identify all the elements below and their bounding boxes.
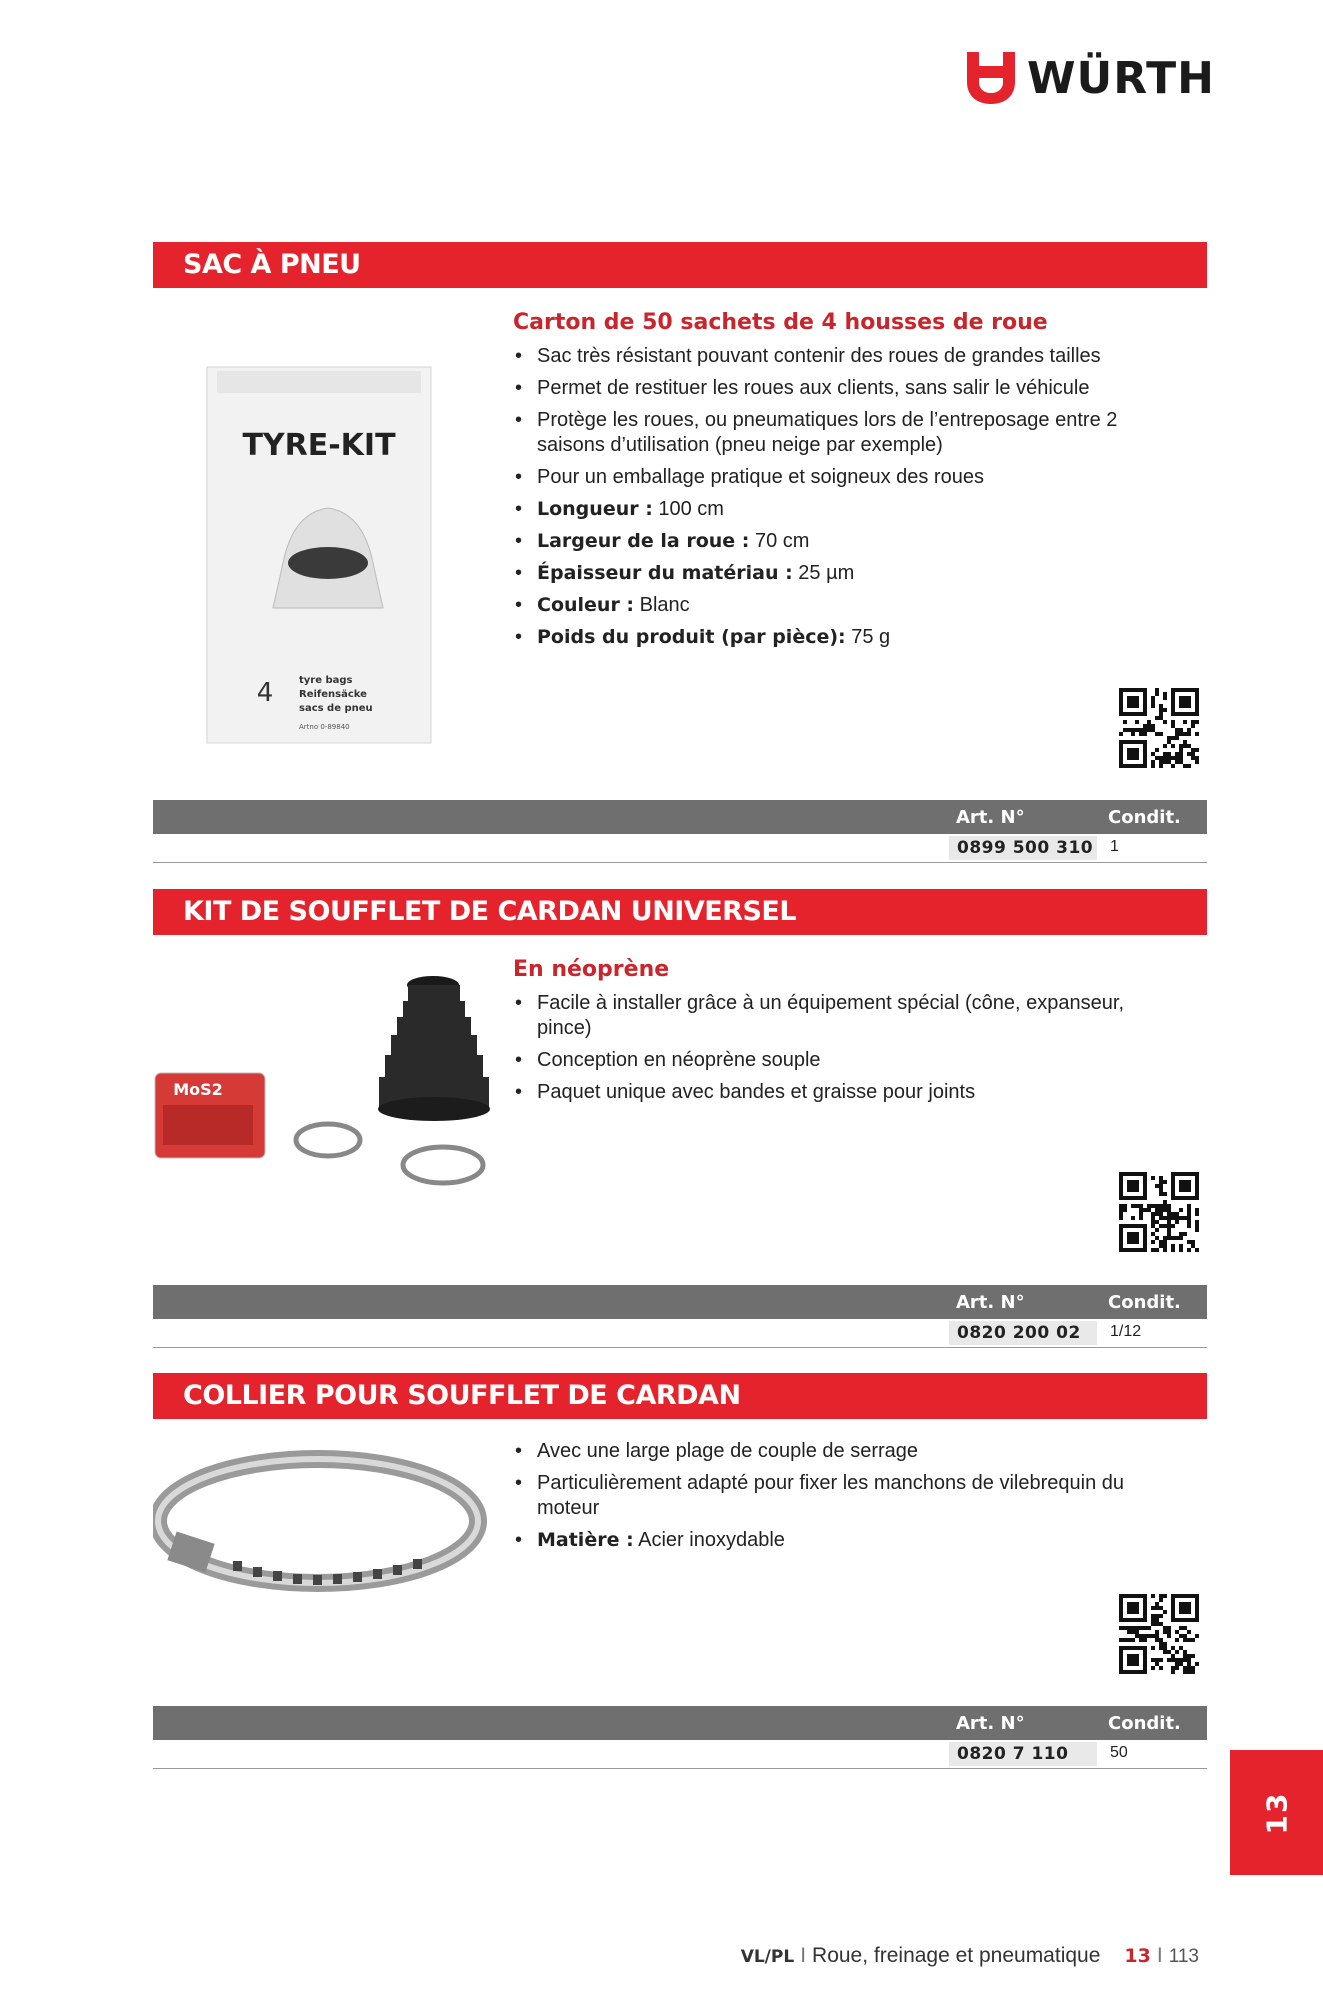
article-number: 0820 200 02 (949, 1321, 1097, 1345)
product-section-clamp (153, 1373, 1207, 1789)
feature-item: • Pour un emballage pratique et soigneux des roues (513, 465, 1163, 490)
qr-code-icon[interactable] (1119, 1172, 1199, 1252)
feature-item: • Sac très résistant pouvant contenir des roues de grandes tailles (513, 344, 1163, 369)
spec-item (513, 561, 1163, 586)
spec-item (513, 529, 1163, 554)
tyre-kit-title: TYRE-KIT (242, 428, 396, 463)
spec-label: Couleur : (537, 594, 635, 616)
spec-value: Blanc (639, 594, 690, 616)
article-table-row (153, 834, 1207, 863)
feature-item: • Protège les roues, ou pneumatiques lors de l’entreposage entre 2 saisons d’utilisation (pneu neige par exemple) (513, 408, 1163, 458)
article-condit: 1 (1110, 838, 1119, 855)
art-no-header: Art. N° (956, 1292, 1025, 1313)
footer-category: VL/PL (740, 1947, 795, 1967)
art-no-header: Art. N° (956, 1713, 1025, 1734)
product-section-cv-boot-kit (153, 889, 1207, 1355)
spec-item (513, 1528, 1163, 1553)
tyre-kit-product-image (203, 363, 435, 748)
article-table-header (153, 1285, 1207, 1319)
spec-value: Acier inoxydable (638, 1529, 785, 1551)
condit-header: Condit. (1108, 1713, 1181, 1734)
tyre-kit-artno: Artno 0-89840 (299, 723, 350, 731)
feature-item: • Conception en néoprène souple (513, 1048, 1163, 1073)
condit-header: Condit. (1108, 1292, 1181, 1313)
tyre-kit-line2: Reifensäcke (299, 689, 367, 700)
spec-label: Poids du produit (par pièce): (537, 626, 846, 648)
article-number: 0899 500 310 (949, 836, 1097, 860)
qr-code-icon[interactable] (1119, 688, 1199, 768)
section-title: KIT DE SOUFFLET DE CARDAN UNIVERSEL (153, 889, 1207, 935)
footer-chapter: Roue, freinage et pneumatique (812, 1944, 1101, 1967)
article-table-row (153, 1319, 1207, 1348)
feature-item: • Particulièrement adapté pour fixer les manchons de vilebrequin du moteur (513, 1471, 1163, 1521)
spec-value: 100 cm (658, 498, 724, 520)
tyre-kit-count: 4 (256, 678, 274, 708)
spec-value: 75 g (851, 626, 891, 648)
spec-label: Longueur : (537, 498, 653, 520)
article-number: 0820 7 110 (949, 1742, 1097, 1766)
article-condit: 50 (1110, 1744, 1128, 1761)
chapter-tab (1230, 1750, 1323, 1875)
feature-item: • Paquet unique avec bandes et graisse pour joints (513, 1080, 1163, 1105)
spec-item (513, 625, 1163, 650)
cv-boot-kit-product-image (153, 955, 493, 1195)
tyre-kit-line3: sacs de pneu (299, 703, 373, 714)
article-table-header (153, 800, 1207, 834)
product-section-tyre-bag (153, 242, 1207, 868)
qr-code-icon[interactable] (1119, 1594, 1199, 1674)
footer-separator: I (1156, 1944, 1163, 1967)
tyre-kit-line1: tyre bags (299, 675, 353, 686)
wurth-logo-icon (967, 52, 1015, 104)
article-table-header (153, 1706, 1207, 1740)
condit-header: Condit. (1108, 807, 1181, 828)
footer-page-number: 13 (1124, 1945, 1151, 1967)
spec-item (513, 593, 1163, 618)
spec-label: Épaisseur du matériau : (537, 562, 793, 584)
brand-name: WÜRTH (1027, 52, 1216, 104)
footer-separator: I (800, 1944, 807, 1967)
wurth-logo (967, 52, 1215, 104)
spec-label: Largeur de la roue : (537, 530, 750, 552)
chapter-tab-number: 13 (1260, 1791, 1293, 1834)
spec-value: 70 cm (754, 530, 810, 552)
spec-label: Matière : (537, 1529, 634, 1551)
section-title: SAC À PNEU (153, 242, 1207, 288)
footer-total-pages: 113 (1168, 1946, 1199, 1967)
feature-list (513, 1439, 1163, 1560)
section-subtitle: Carton de 50 sachets de 4 housses de roue (513, 310, 1048, 335)
section-title: COLLIER POUR SOUFFLET DE CARDAN (153, 1373, 1207, 1419)
article-condit: 1/12 (1110, 1323, 1142, 1340)
feature-list (513, 991, 1163, 1112)
art-no-header: Art. N° (956, 807, 1025, 828)
article-table-row (153, 1740, 1207, 1769)
spec-item (513, 497, 1163, 522)
feature-item: • Facile à installer grâce à un équipement spécial (cône, expanseur, pince) (513, 991, 1163, 1041)
pack-label: MoS2 (173, 1080, 223, 1099)
page-footer (741, 1944, 1199, 1968)
section-subtitle: En néoprène (513, 957, 670, 982)
spec-value: 25 µm (798, 562, 855, 584)
feature-list (513, 344, 1163, 657)
feature-item: • Permet de restituer les roues aux clients, sans salir le véhicule (513, 376, 1163, 401)
clamp-product-image (153, 1439, 493, 1619)
feature-item: • Avec une large plage de couple de serrage (513, 1439, 1163, 1464)
